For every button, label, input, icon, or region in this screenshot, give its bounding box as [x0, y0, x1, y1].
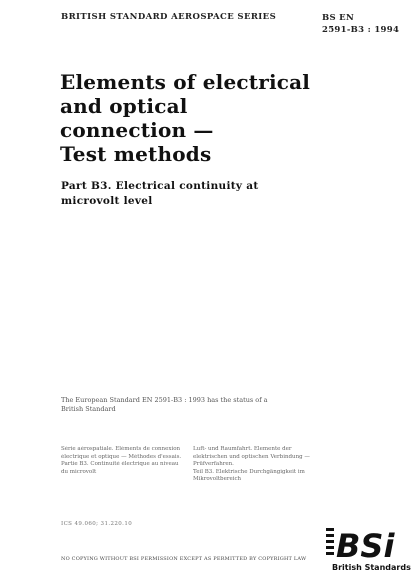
german-line-3: Prüfverfahren.: [193, 461, 234, 467]
subtitle-line-2: microvolt level: [61, 195, 153, 207]
standard-number-block: [322, 12, 402, 36]
document-subtitle: [61, 179, 321, 209]
bsi-logo-mark: [326, 524, 402, 562]
series-label: BRITISH STANDARD AEROSPACE SERIES: [61, 12, 277, 22]
ics-code: ICS 49.060; 31.220.10: [61, 521, 133, 527]
statement-line-2: British Standard: [61, 405, 116, 413]
title-line-4: Test methods: [60, 142, 212, 166]
document-title: [60, 70, 360, 166]
title-line-1: Elements of electrical: [60, 70, 311, 94]
subtitle-line-1: Part B3. Electrical continuity at: [61, 180, 259, 192]
status-statement: [61, 396, 281, 414]
title-line-3: connection —: [60, 118, 214, 142]
standard-prefix: BS EN: [322, 13, 355, 23]
bsi-logo-text: BSi: [336, 527, 395, 562]
french-line-4: du microvolt: [61, 468, 97, 475]
german-line-2: elektrischen und optischen Verbindung —: [193, 453, 310, 460]
french-line-3: Partie B3. Continuité électrique au niveau: [61, 461, 179, 467]
french-line-1: Série aérospatiale. Éléments de connexion: [61, 446, 181, 452]
german-line-5: Mikrovoltbereich: [193, 476, 242, 482]
french-line-2: électrique et optique — Méthodes d'essais.: [61, 453, 182, 460]
german-title-note: [193, 446, 323, 484]
bsi-logo-caption: British Standards: [332, 563, 411, 572]
statement-line-1: The European Standard EN 2591-B3 : 1993 has the status of a: [61, 396, 268, 404]
german-line-4: Teil B3. Elektrische Durchgängigkeit im: [193, 468, 305, 475]
french-title-note: [61, 446, 186, 476]
copyright-footer: NO COPYING WITHOUT BSI PERMISSION EXCEPT AS PERMITTED BY COPYRIGHT LAW: [61, 556, 307, 562]
standard-number: 2591-B3 : 1994: [322, 25, 400, 35]
german-line-1: Luft- und Raumfahrt. Elemente der: [193, 446, 292, 452]
title-line-2: and optical: [60, 94, 188, 118]
